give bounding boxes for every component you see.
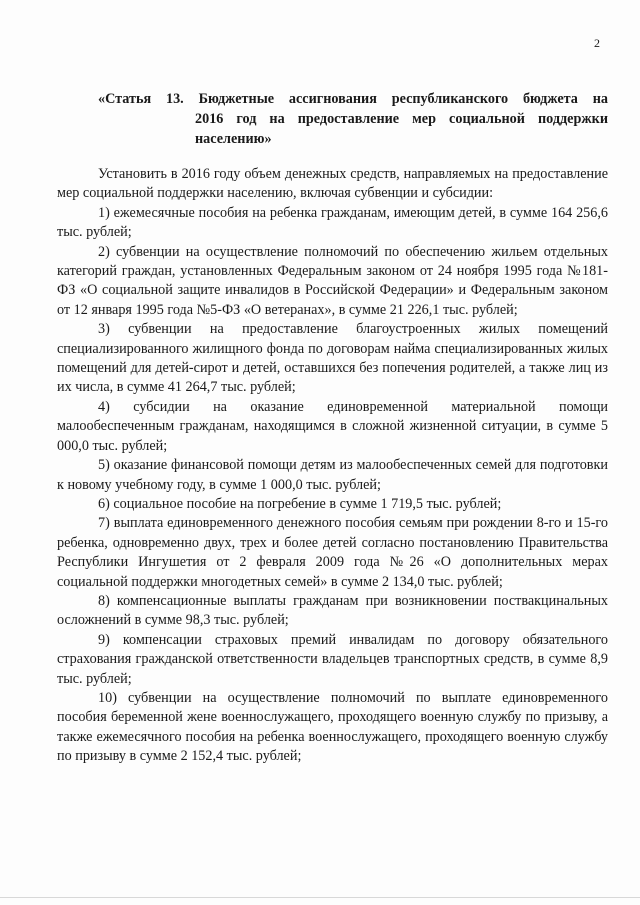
list-item: 8) компенсационные выплаты гражданам при возникновении поствакцинальных осложнений в сумме 98,3 тыс. рублей; — [57, 592, 608, 629]
list-item: 6) социальное пособие на погребение в сумме 1 719,5 тыс. рублей; — [98, 495, 502, 512]
article-title-line-3: населению» — [195, 131, 272, 147]
article-body — [57, 165, 608, 767]
article-title-line-2: 2016 год на предоставление мер социальной поддержки — [195, 111, 608, 127]
list-item: 5) оказание финансовой помощи детям из малообеспеченных семей для подготовки к новому учебному году, в сумме 1 000,0 тыс. рублей; — [57, 457, 608, 493]
list-item: 4) субсидии на оказание единовременной материальной помощи малообеспеченным гражданам, находящимся в сложной жизненной ситуации, в сумме 5 000,0 тыс. рублей; — [57, 398, 608, 454]
list-item: 1) ежемесячные пособия на ребенка гражданам, имеющим детей, в сумме 164 256,6 тыс. рублей; — [57, 204, 608, 241]
list-item: 10) субвенции на осуществление полномочий по выплате единовременного пособия беременной жене военнослужащего, проходящего военную службу по призыву, а также ежемесячного пособия на ребенка военнослужащего, проходящего военную службу по призыву в сумме 2 152,4 тыс. рублей; — [57, 689, 608, 765]
scan-artifact-line — [0, 897, 640, 898]
article-title-line-1: «Статья 13. Бюджетные ассигнования республиканского бюджета на — [98, 91, 608, 107]
list-item: 9) компенсации страховых премий инвалидам по договору обязательного страхования гражданской ответственности владельцев транспортных средств, в сумме 8,9 тыс. рублей; — [57, 631, 608, 687]
article-title — [98, 89, 608, 149]
intro-paragraph: Установить в 2016 году объем денежных средств, направляемых на предоставление мер социальной поддержки населению, включая субвенции и субсидии: — [57, 166, 608, 202]
page-number: 2 — [594, 36, 600, 50]
list-item: 3) субвенции на предоставление благоустроенных жилых помещений специализированного жилищного фонда по договорам найма специализированных жилых помещений для детей-сирот и детей, оставшихся без попечения родителей, а также лиц из их числа, в сумме 41 264,7 тыс. рублей; — [57, 321, 608, 396]
list-item: 7) выплата единовременного денежного пособия семьям при рождении 8-го и 15-го ребенка, одновременно двух, трех и более детей согласно постановлению Правительства Республики Ингушетия от 2 февраля 2009 года №26 «О дополнительных мерах социальной поддержки многодетных семей» в сумме 2 134,0 тыс. рублей; — [57, 515, 608, 590]
list-item: 2) субвенции на осуществление полномочий по обеспечению жильем отдельных категорий граждан, установленных Федеральным законом от 24 ноября 1995 года №181-ФЗ «О социальной защите инвалидов в Российской Федерации» и Федеральным законом от 12 января 1995 года №5-ФЗ «О ветеранах», в сумме 21 226,1 тыс. рублей; — [57, 243, 608, 318]
